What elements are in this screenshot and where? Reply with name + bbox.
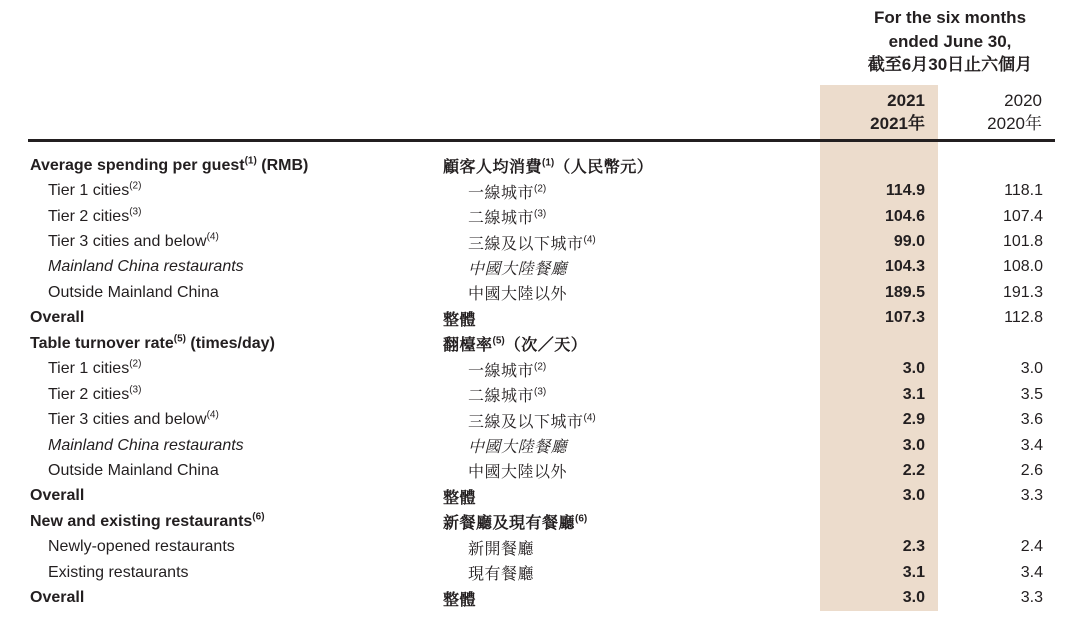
row-label-en: Mainland China restaurants — [48, 258, 244, 276]
table-row-tier2 — [30, 204, 1043, 229]
row-label-en: Outside Mainland China — [48, 283, 219, 301]
column-header-2021-zh: 2021年 — [870, 114, 925, 133]
row-label-zh: 中國大陸以外 — [468, 464, 568, 482]
footnote-marker: (4) — [583, 412, 596, 424]
column-header-2021-en: 2021 — [887, 91, 925, 110]
row-label-zh: 中國大陸以外 — [468, 286, 568, 304]
value-2020: 3.3 — [1020, 487, 1043, 505]
footnote-marker: (3) — [534, 386, 547, 398]
value-2020: 107.4 — [1002, 207, 1043, 225]
row-label-zh: 中國大陸餐廳 — [468, 260, 568, 278]
table-row-overall — [30, 484, 1043, 509]
table-row-newly-opened — [30, 535, 1043, 560]
value-2021: 107.3 — [884, 309, 925, 327]
table-row-tier1 — [30, 357, 1043, 382]
period-header-line2: ended June 30, — [888, 31, 1012, 51]
period-header-line3-zh: 截至6月30日止六個月 — [867, 55, 1033, 74]
value-2021: 2.2 — [902, 461, 925, 479]
row-label-zh: 翻檯率$^{(5)}$（次／天） — [443, 335, 588, 355]
row-label-zh: 三線及以下城市$^{(4)}$ — [468, 234, 596, 253]
footnote-marker: (4) — [206, 409, 219, 421]
row-label-en: Tier 3 cities and below$^{(4)}$ — [48, 231, 219, 251]
data-table — [30, 153, 1043, 611]
column-header-2020 — [987, 89, 1042, 135]
footnote-marker: (2) — [129, 180, 142, 192]
value-2020: 3.4 — [1020, 563, 1043, 581]
footnote-marker: (3) — [129, 206, 142, 218]
footnote-marker: (3) — [129, 384, 142, 396]
value-2021: 99.0 — [893, 233, 925, 251]
table-row-tier2 — [30, 382, 1043, 407]
row-label-en: Tier 2 cities$^{(3)}$ — [48, 206, 142, 225]
value-2020: 2.4 — [1020, 538, 1043, 556]
table-row-mainland-china — [30, 255, 1043, 280]
row-label-zh: 整體 — [443, 311, 477, 329]
row-label-zh: 二線城市$^{(3)}$ — [468, 386, 547, 406]
value-2021: 104.6 — [884, 207, 925, 225]
value-2020: 191.3 — [1002, 283, 1043, 301]
row-label-en: Table turnover rate$^{(5)}$ (times/day) — [30, 333, 275, 352]
table-row-section-avg-spending — [30, 153, 1043, 178]
row-label-en: Existing restaurants — [48, 563, 189, 581]
value-2021: 114.9 — [885, 182, 925, 200]
row-label-en: Overall — [30, 309, 85, 327]
footnote-marker: (6) — [575, 514, 588, 526]
value-2021: 3.1 — [902, 563, 925, 581]
row-label-en: Outside Mainland China — [48, 461, 219, 479]
row-label-zh: 一線城市$^{(2)}$ — [468, 183, 547, 202]
footnote-marker: (1) — [542, 157, 555, 169]
period-header-line1: For the six months — [873, 8, 1027, 27]
value-2020: 3.6 — [1020, 411, 1043, 429]
column-header-2020-zh: 2020年 — [987, 114, 1042, 133]
value-2021: 3.0 — [902, 487, 925, 505]
footnote-marker: (3) — [534, 208, 547, 220]
value-2020: 3.3 — [1020, 589, 1043, 607]
table-row-overall — [30, 585, 1043, 610]
value-2020: 3.5 — [1020, 385, 1043, 403]
footnote-marker: (2) — [534, 183, 547, 195]
table-row-section-new-existing — [30, 509, 1043, 534]
value-2021: 3.1 — [902, 385, 925, 403]
value-2020: 118.1 — [1004, 182, 1043, 200]
footnote-marker: (2) — [534, 361, 547, 373]
footnote-marker: (5) — [173, 333, 186, 345]
row-label-en: Overall — [30, 589, 85, 607]
value-2020: 112.8 — [1004, 309, 1043, 327]
table-row-tier1 — [30, 178, 1043, 203]
row-label-en: New and existing restaurants$^{(6)}$ — [30, 511, 265, 530]
row-label-en: Average spending per guest$^{(1)}$ (RMB) — [30, 155, 309, 174]
row-label-en: Overall — [30, 487, 85, 505]
column-header-2021 — [870, 89, 925, 135]
value-2021: 3.0 — [902, 360, 925, 378]
row-label-en: Tier 2 cities$^{(3)}$ — [48, 384, 142, 403]
row-label-zh: 現有餐廳 — [468, 566, 535, 584]
value-2020: 108.0 — [1002, 258, 1043, 276]
footnote-marker: (4) — [206, 231, 219, 243]
table-row-overall — [30, 306, 1043, 331]
value-2020: 3.4 — [1020, 436, 1043, 454]
footnote-marker: (4) — [583, 234, 596, 246]
footnote-marker: (6) — [252, 511, 265, 523]
value-2021: 2.9 — [902, 411, 925, 429]
row-label-zh: 一線城市$^{(2)}$ — [468, 361, 547, 380]
row-label-zh: 新餐廳及現有餐廳$^{(6)}$ — [443, 514, 588, 533]
row-label-zh: 中國大陸餐廳 — [468, 439, 568, 457]
table-row-outside-mainland — [30, 280, 1043, 305]
value-2021: 3.0 — [902, 436, 925, 454]
row-label-zh: 三線及以下城市$^{(4)}$ — [468, 412, 596, 431]
footnote-marker: (5) — [492, 335, 505, 347]
value-2020: 3.0 — [1020, 360, 1043, 378]
value-2020: 101.8 — [1002, 233, 1043, 251]
footnote-marker: (2) — [129, 358, 142, 370]
row-label-en: Tier 1 cities$^{(2)}$ — [48, 180, 142, 200]
header-rule — [28, 139, 1055, 142]
table-row-mainland-china — [30, 433, 1043, 458]
table-row-tier3 — [30, 407, 1043, 432]
row-label-en: Mainland China restaurants — [48, 436, 244, 454]
row-label-en: Tier 3 cities and below$^{(4)}$ — [48, 409, 219, 429]
value-2021: 189.5 — [884, 283, 925, 301]
row-label-en: Newly-opened restaurants — [48, 538, 235, 556]
row-label-zh: 新開餐廳 — [468, 540, 535, 558]
column-header-2020-en: 2020 — [1004, 91, 1042, 110]
row-label-zh: 整體 — [443, 591, 477, 609]
period-header — [825, 6, 1075, 77]
footnote-marker: (1) — [244, 155, 257, 167]
table-row-tier3 — [30, 229, 1043, 254]
table-row-existing — [30, 560, 1043, 585]
value-2021: 104.3 — [884, 258, 925, 276]
value-2021: 2.3 — [902, 538, 925, 556]
table-row-section-turnover — [30, 331, 1043, 356]
row-label-en: Tier 1 cities$^{(2)}$ — [48, 358, 142, 378]
row-label-zh: 二線城市$^{(3)}$ — [468, 208, 547, 228]
row-label-zh: 顧客人均消費$^{(1)}$（人民幣元） — [443, 157, 654, 177]
row-label-zh: 整體 — [443, 489, 477, 507]
value-2020: 2.6 — [1020, 461, 1043, 479]
value-2021: 3.0 — [902, 589, 925, 607]
table-row-outside-mainland — [30, 458, 1043, 483]
